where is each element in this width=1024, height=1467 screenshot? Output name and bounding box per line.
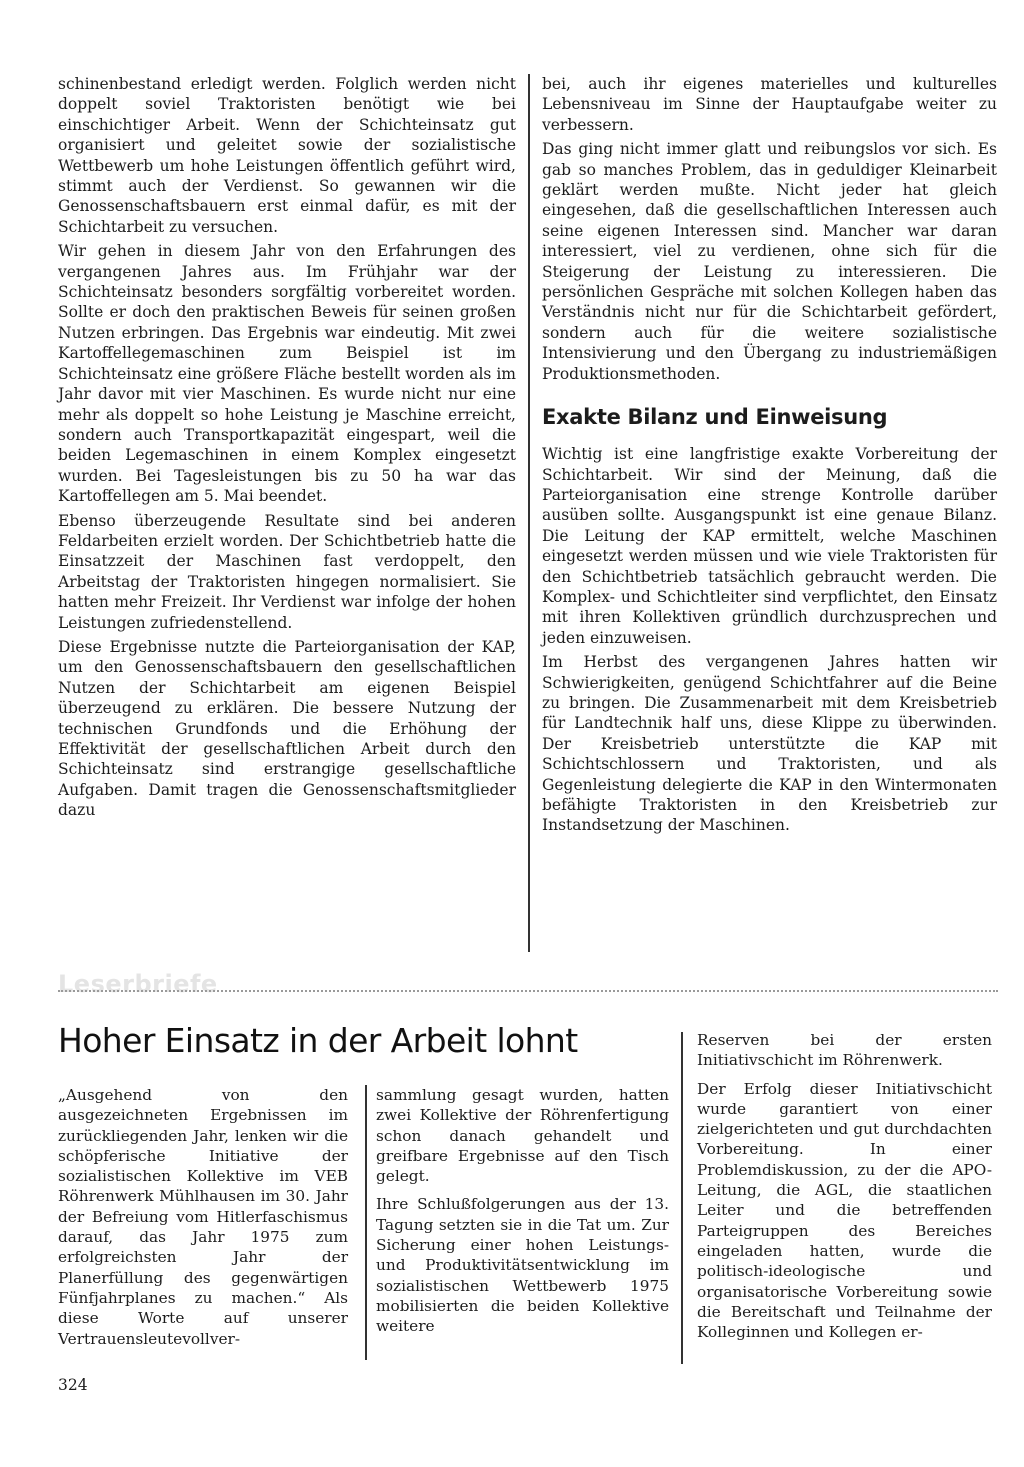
section-divider — [58, 990, 998, 992]
paragraph: Ihre Schlußfolgerungen aus der 13. Tagung setzten sie in die Tat um. Zur Sicherung einer hohen Leistungs- und Produktivitätsentwicklung im sozialistischen Wettbewerb 1975 mobilisierten die beiden Kollektive weitere — [376, 1195, 669, 1336]
article-column-2 — [376, 1085, 669, 1345]
paragraph: Wichtig ist eine langfristige exakte Vorbereitung der Schichtarbeit. Wir sind der Meinung, daß die Parteiorganisation eine strenge Kontrolle darüber ausüben sollte. Ausgangspunkt ist eine genaue Bilanz. Die Leitung der KAP ermittelt, welche Maschinen eingesetzt werden müssen und wie viele Traktoristen für den Schichtbetrieb tatsächlich gebraucht werden. Die Komplex- und Schichtleiter sind verpflichtet, den Einsatz mit ihren Kollektiven gründlich durchzusprechen und jeden einzuweisen. — [542, 445, 997, 647]
paragraph: Diese Ergebnisse nutzte die Parteiorganisation der KAP, um den Genossenschaftsbauern den gesellschaftlichen Nutzen der Schichtarbeit am eigenen Beispiel überzeugend zu erklären. Die bessere Nutzung der technischen Grundfonds und die Erhöhung der Effektivität der gesellschaftlichen Arbeit durch den Schichteinsatz sind erstrangige gesellschaftliche Aufgaben. Damit tragen die Genossenschaftsmitglieder dazu — [58, 637, 516, 820]
page-number: 324 — [58, 1376, 88, 1394]
paragraph: Das ging nicht immer glatt und reibungslos vor sich. Es gab so manches Problem, das in geduldiger Kleinarbeit geklärt werden mußte. Nicht jeder hat gleich eingesehen, daß die gesellschaftlichen Interessen auch seine eigenen Interessen sind. Mancher war daran interessiert, viel zu verdienen, ohne sich für die Steigerung der Leistung zu interessieren. Die persönlichen Gespräche mit solchen Kollegen haben das Verständnis nicht nur für die Schichtarbeit gefördert, sondern auch für die weitere sozialistische Intensivierung und den Übergang zu industriemäßigen Produktionsmethoden. — [542, 140, 997, 383]
paragraph: Reserven bei der ersten Initiativschicht im Röhrenwerk. — [697, 1031, 992, 1070]
top-left-column — [58, 74, 516, 825]
article-column-1 — [58, 1085, 348, 1353]
section-label: Leserbriefe — [58, 970, 218, 998]
subheading: Exakte Bilanz und Einweisung — [542, 405, 888, 430]
column-divider — [681, 1032, 683, 1364]
paragraph: Wir gehen in diesem Jahr von den Erfahrungen des vergangenen Jahres aus. Im Frühjahr war der Schichteinsatz besonders sorgfältig vorbereitet worden. Sollte er doch den praktischen Beweis für seinen großen Nutzen erbringen. Das Ergebnis war eindeutig. Mit zwei Kartoffellegemaschinen zum Beispiel ist im Schichteinsatz eine größere Fläche bestellt worden als im Jahr davor mit vier Maschinen. Es wurde nicht nur eine mehr als doppelt so hohe Leistung je Maschine erreicht, sondern auch Transportkapazität eingespart, weil die beiden Legemaschinen in einem Komplex eingesetzt wurden. Bei Tagesleistungen bis zu 50 ha war das Kartoffellegen am 5. Mai beendet. — [58, 242, 516, 506]
paragraph: Ebenso überzeugende Resultate sind bei anderen Feldarbeiten erzielt worden. Der Schichtbetrieb hatte die Einsatzzeit der Maschinen fast verdoppelt, den Arbeitstag der Traktoristen hingegen normalisiert. Sie hatten mehr Freizeit. Ihr Verdienst war infolge der hohen Leistungen zufriedenstellend. — [58, 511, 516, 632]
paragraph: sammlung gesagt wurden, hatten zwei Kollektive der Röhrenfertigung schon danach gehandelt und greifbare Ergebnisse auf den Tisch gelegt. — [376, 1086, 669, 1186]
paragraph: Der Erfolg dieser Initiativschicht wurde garantiert von einer zielgerichteten und gut durchdachten Vorbereitung. In einer Problemdiskussion, zu der die APO-Leitung, die AGL, die staatlichen Leiter und die betreffenden Parteigruppen des Bereiches eingeladen hatten, wurde die politisch-ideologische und organisatorische Vorbereitung sowie die Bereitschaft und Teilnahme der Kolleginnen und Kollegen er- — [697, 1079, 992, 1342]
article-headline: Hoher Einsatz in der Arbeit lohnt — [58, 1021, 578, 1060]
top-right-column — [542, 74, 997, 840]
paragraph: Im Herbst des vergangenen Jahres hatten wir Schwierigkeiten, genügend Schichtfahrer auf die Beine zu bringen. Die Zusammenarbeit mit dem Kreisbetrieb für Landtechnik half uns, diese Klippe zu überwinden. Der Kreisbetrieb unterstützte die KAP mit Schichtschlossern und Traktoristen, und als Gegenleistung delegierte die KAP in den Wintermonaten befähigte Traktoristen in den Kreisbetrieb zur Instandsetzung der Maschinen. — [542, 653, 997, 835]
article-column-3 — [697, 1030, 992, 1350]
paragraph: bei, auch ihr eigenes materielles und kulturelles Lebensniveau im Sinne der Hauptaufgabe weiter zu verbessern. — [542, 75, 997, 134]
column-divider — [365, 1085, 367, 1360]
paragraph: schinenbestand erledigt werden. Folglich werden nicht doppelt soviel Traktoristen benötigt wie bei einschichtiger Arbeit. Wenn der Schichteinsatz gut organisiert und geleitet sowie der sozialistische Wettbewerb um hohe Leistungen öffentlich geführt wird, stimmt auch der Verdienst. So gewannen wir die Genossenschaftsbauern erst einmal dafür, es mit der Schichtarbeit zu versuchen. — [58, 75, 516, 236]
paragraph: „Ausgehend von den ausgezeichneten Ergebnissen im zurückliegenden Jahr, lenken wir die schöpferische Initiative der sozialistischen Kollektive im VEB Röhrenwerk Mühlhausen im 30. Jahr der Befreiung vom Hitlerfaschismus darauf, das Jahr 1975 zum erfolgreichsten Jahr der Planerfüllung des gegenwärtigen Fünfjahrplanes zu machen.“ Als diese Worte auf unserer Vertrauensleutevollver- — [58, 1086, 348, 1348]
column-divider — [528, 74, 530, 952]
